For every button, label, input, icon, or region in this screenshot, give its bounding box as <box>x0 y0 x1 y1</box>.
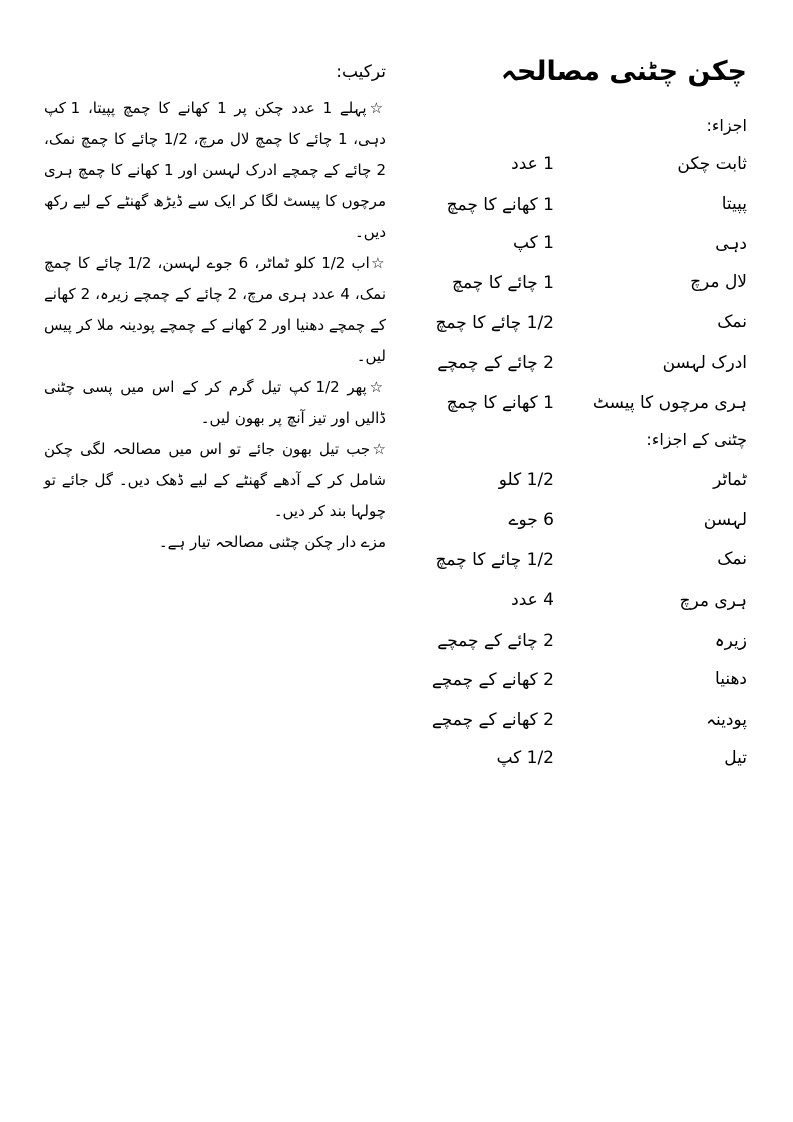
ingredient-name: ٹماٹر <box>713 470 747 490</box>
method-step: ☆اب 1/2 کلو ٹماٹر، 6 جوے لہسن، 1/2 چائے کا چمچ نمک، 4 عدد ہری مرچ، 2 چائے کے چمچے زیرہ، 2 کھانے کے چمچے دھنیا اور 2 کھانے کے چمچے پودینہ ملا کر پیس لیں۔ <box>44 254 386 365</box>
ingredient-name: ثابت چکن <box>677 154 747 174</box>
chutney-ingredient-row <box>420 748 747 778</box>
ingredient-quantity: 1/2 چائے کا چمچ <box>435 550 554 570</box>
chutney-ingredient-row <box>420 549 747 579</box>
ingredient-name: زیرہ <box>714 631 747 651</box>
ingredient-quantity: 1/2 کپ <box>496 748 554 768</box>
chutney-ingredients-heading: چٹنی کے اجزاء: <box>646 430 747 449</box>
ingredient-row <box>420 392 747 422</box>
ingredient-quantity: 1 عدد <box>511 154 554 174</box>
ingredients-heading: اجزاء: <box>706 116 747 135</box>
ingredient-quantity: 2 چائے کے چمچے <box>437 631 554 651</box>
chutney-ingredient-row <box>420 630 747 660</box>
ingredient-name: دہی <box>715 234 747 254</box>
chutney-ingredient-row <box>420 509 747 539</box>
ingredient-name: ادرک لہسن <box>662 353 747 373</box>
ingredient-quantity: 1 کپ <box>512 233 554 253</box>
ingredient-row <box>420 233 747 263</box>
ingredient-quantity: 4 عدد <box>511 590 554 610</box>
ingredient-name: تیل <box>724 748 747 768</box>
ingredient-name: نمک <box>717 312 747 332</box>
ingredient-name: لہسن <box>703 510 747 530</box>
ingredient-name: ہری مرچوں کا پیسٹ <box>592 393 747 413</box>
ingredient-quantity: 2 کھانے کے چمچے <box>431 670 554 690</box>
ingredient-name: پپیتا <box>721 194 747 214</box>
method-step: مزے دار چکن چٹنی مصالحہ تیار ہے۔ <box>158 533 386 551</box>
ingredient-quantity: 2 چائے کے چمچے <box>437 353 554 373</box>
ingredient-quantity: 2 کھانے کے چمچے <box>431 710 554 730</box>
ingredient-quantity: 1/2 کلو <box>498 470 554 490</box>
chutney-ingredient-row <box>420 590 747 620</box>
ingredient-quantity: 1 کھانے کا چمچ <box>446 195 554 215</box>
ingredient-row <box>420 272 747 302</box>
method-text <box>44 93 386 558</box>
ingredient-name: پودینہ <box>706 710 747 730</box>
recipe-title: چکن چٹنی مصالحہ <box>501 56 747 87</box>
method-heading: ترکیب: <box>336 62 386 82</box>
ingredient-row <box>420 154 747 184</box>
chutney-ingredient-row <box>420 470 747 500</box>
ingredient-row <box>420 352 747 382</box>
ingredient-quantity: 6 جوے <box>508 510 554 530</box>
ingredient-quantity: 1/2 چائے کا چمچ <box>435 313 554 333</box>
method-step: ☆جب تیل بھون جائے تو اس میں مصالحہ لگی چکن شامل کر کے آدھے گھنٹے کے لیے ڈھک دیں۔ گل جائے تو چولہا بند کر دیں۔ <box>44 440 386 520</box>
ingredient-name: ہری مرچ <box>679 591 747 611</box>
ingredient-quantity: 1 چائے کا چمچ <box>451 273 554 293</box>
chutney-ingredient-row <box>420 669 747 699</box>
ingredient-quantity: 1 کھانے کا چمچ <box>446 393 554 413</box>
ingredient-row <box>420 312 747 342</box>
ingredient-name: نمک <box>717 549 747 569</box>
chutney-ingredient-row <box>420 709 747 739</box>
method-step: ☆پہلے 1 عدد چکن پر 1 کھانے کا چمچ پپیتا، 1 کپ دہی، 1 چائے کا چمچ لال مرچ، 1/2 چائے کا چمچ نمک، 2 چائے کے چمچے ادرک لہسن اور 1 کھانے کا چمچ ہری مرچوں کا پیسٹ لگا کر ایک سے ڈیڑھ گھنٹے کے لیے رکھ دیں۔ <box>44 99 387 241</box>
ingredient-name: دھنیا <box>715 669 747 689</box>
ingredient-row <box>420 194 747 224</box>
ingredient-name: لال مرچ <box>690 272 747 292</box>
method-step: ☆پھر 1/2 کپ تیل گرم کر کے اس میں پسی چٹنی ڈالیں اور تیز آنچ پر بھون لیں۔ <box>44 378 386 427</box>
